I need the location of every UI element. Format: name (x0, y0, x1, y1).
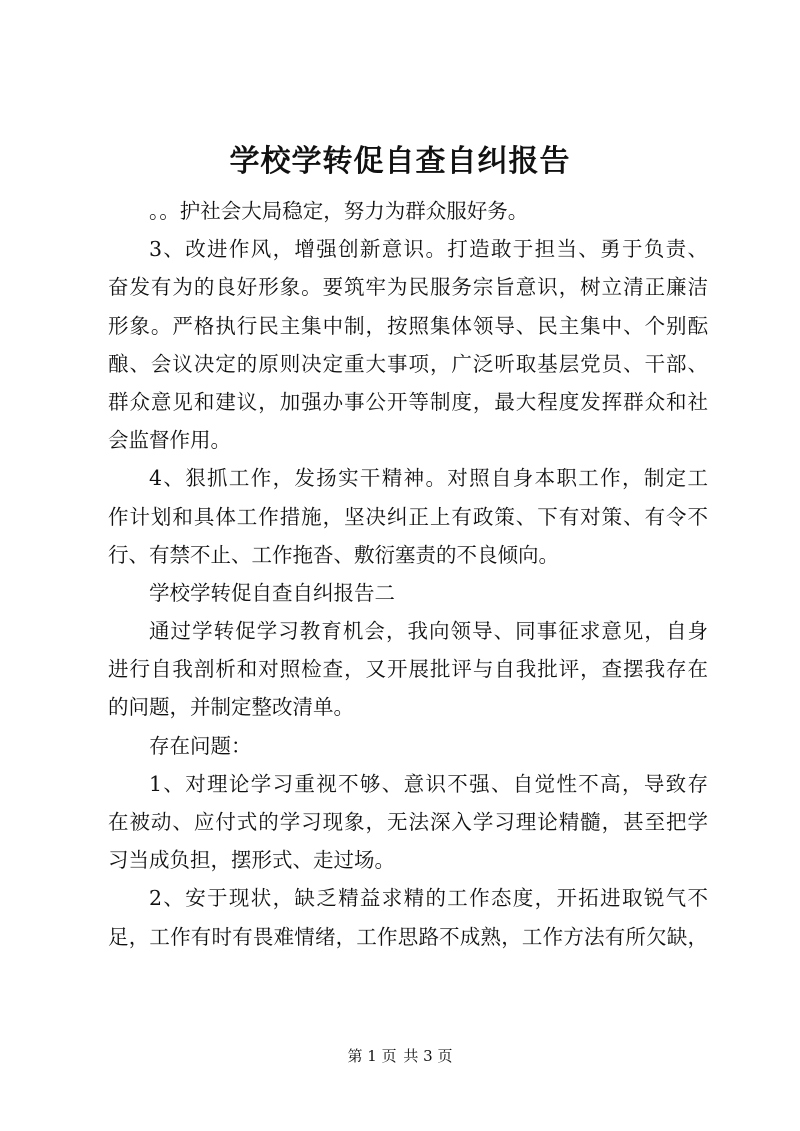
text-line: 2、安于现状，缺乏精益求精的工作态度，开拓进取锐气不 (149, 886, 708, 911)
text-line: 学校学转促自查自纠报告二 (149, 580, 395, 605)
text-line: 的问题，并制定整改清单。 (108, 695, 354, 720)
document-body (108, 192, 708, 956)
text-line: 进行自我剖析和对照检查，又开展批评与自我批评，查摆我存在 (108, 657, 708, 682)
text-line: 通过学转促学习教育机会，我向领导、同事征求意见，自身 (149, 619, 708, 644)
text-line: 存在问题： (149, 733, 252, 758)
page-footer (0, 1046, 800, 1066)
text-line: 形象。严格执行民主集中制，按照集体领导、民主集中、个别酝 (108, 313, 708, 338)
text-line: 作计划和具体工作措施，坚决纠正上有政策、下有对策、有令不 (108, 504, 708, 529)
text-line: 群众意见和建议，加强办事公开等制度，最大程度发挥群众和社 (108, 389, 708, 414)
page-total: 共 3 页 (403, 1047, 453, 1065)
text-line: 酿、会议决定的原则决定重大事项，广泛听取基层党员、干部、 (108, 351, 708, 376)
text-line: 4、狠抓工作，发扬实干精神。对照自身本职工作，制定工 (149, 466, 708, 491)
text-line: 3、改进作风，增强创新意识。打造敢于担当、勇于负责、 (149, 237, 708, 262)
text-line: 1、对理论学习重视不够、意识不强、自觉性不高，导致存 (149, 771, 708, 796)
text-line: 在被动、应付式的学习现象，无法深入学习理论精髓，甚至把学 (108, 810, 708, 834)
text-line: 会监督作用。 (108, 428, 231, 453)
text-line: 行、有禁不止、工作拖沓、敷衍塞责的不良倾向。 (108, 542, 559, 567)
text-line: 足，工作有时有畏难情绪，工作思路不成熟，工作方法有所欠缺， (108, 924, 708, 949)
page-number: 第 1 页 (347, 1047, 397, 1065)
text-line: 习当成负担，摆形式、走过场。 (108, 848, 395, 873)
text-line: 奋发有为的良好形象。要筑牢为民服务宗旨意识，树立清正廉洁 (108, 275, 708, 300)
document-title: 学校学转促自查自纠报告 (229, 144, 571, 179)
text-line: 。。护社会大局稳定，努力为群众服好务。 (149, 199, 529, 223)
